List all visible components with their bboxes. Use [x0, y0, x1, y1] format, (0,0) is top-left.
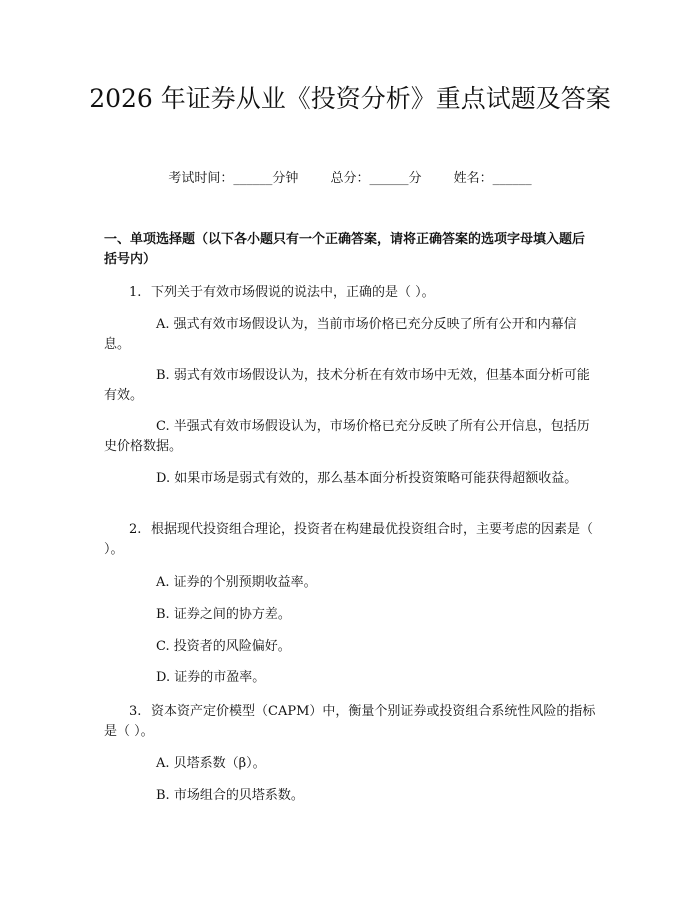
- name-field: 姓名：______: [453, 171, 532, 186]
- question-text: 资本资产定价模型（CAPM）中，衡量个别证券或投资组合系统性风险的指标是（ ）。: [104, 704, 596, 739]
- question-number: 2.: [129, 522, 142, 537]
- question-3-option-a: A. 贝塔系数（β）。: [156, 756, 266, 771]
- question-3-option-b: B. 市场组合的贝塔系数。: [156, 788, 304, 803]
- question-2-option-d: D. 证券的市盈率。: [156, 670, 266, 685]
- question-1-option-c: C. 半强式有效市场假设认为，市场价格已充分反映了所有公开信息，包括历史价格数据。: [104, 419, 590, 454]
- question-2-option-c: C. 投资者的风险偏好。: [156, 639, 291, 654]
- question-1-option-b: B. 弱式有效市场假设认为，技术分析在有效市场中无效，但基本面分析可能有效。: [104, 368, 590, 403]
- question-3: [104, 702, 596, 742]
- question-2-option-a: A. 证券的个别预期收益率。: [156, 575, 317, 590]
- question-1-option-a: A. 强式有效市场假设认为，当前市场价格已充分反映了所有公开和内幕信息。: [104, 317, 577, 352]
- exam-time-field: 考试时间：______分钟: [168, 171, 299, 186]
- total-score-field: 总分：______分: [330, 171, 422, 186]
- question-1-option-d: D. 如果市场是弱式有效的，那么基本面分析投资策略可能获得超额收益。: [156, 471, 578, 486]
- question-number: 3.: [129, 704, 142, 719]
- exam-meta: [0, 167, 700, 186]
- document-title: 2026 年证券从业《投资分析》重点试题及答案: [89, 84, 611, 113]
- question-text: 根据现代投资组合理论，投资者在构建最优投资组合时，主要考虑的因素是（ ）。: [104, 522, 594, 557]
- question-text: 下列关于有效市场假说的说法中，正确的是（ ）。: [151, 285, 435, 300]
- question-number: 1.: [129, 285, 142, 300]
- question-2: [104, 520, 596, 560]
- question-1: [104, 283, 596, 303]
- question-2-option-b: B. 证券之间的协方差。: [156, 607, 291, 622]
- section-heading: 一、单项选择题（以下各小题只有一个正确答案，请将正确答案的选项字母填入题后括号内）: [104, 232, 586, 267]
